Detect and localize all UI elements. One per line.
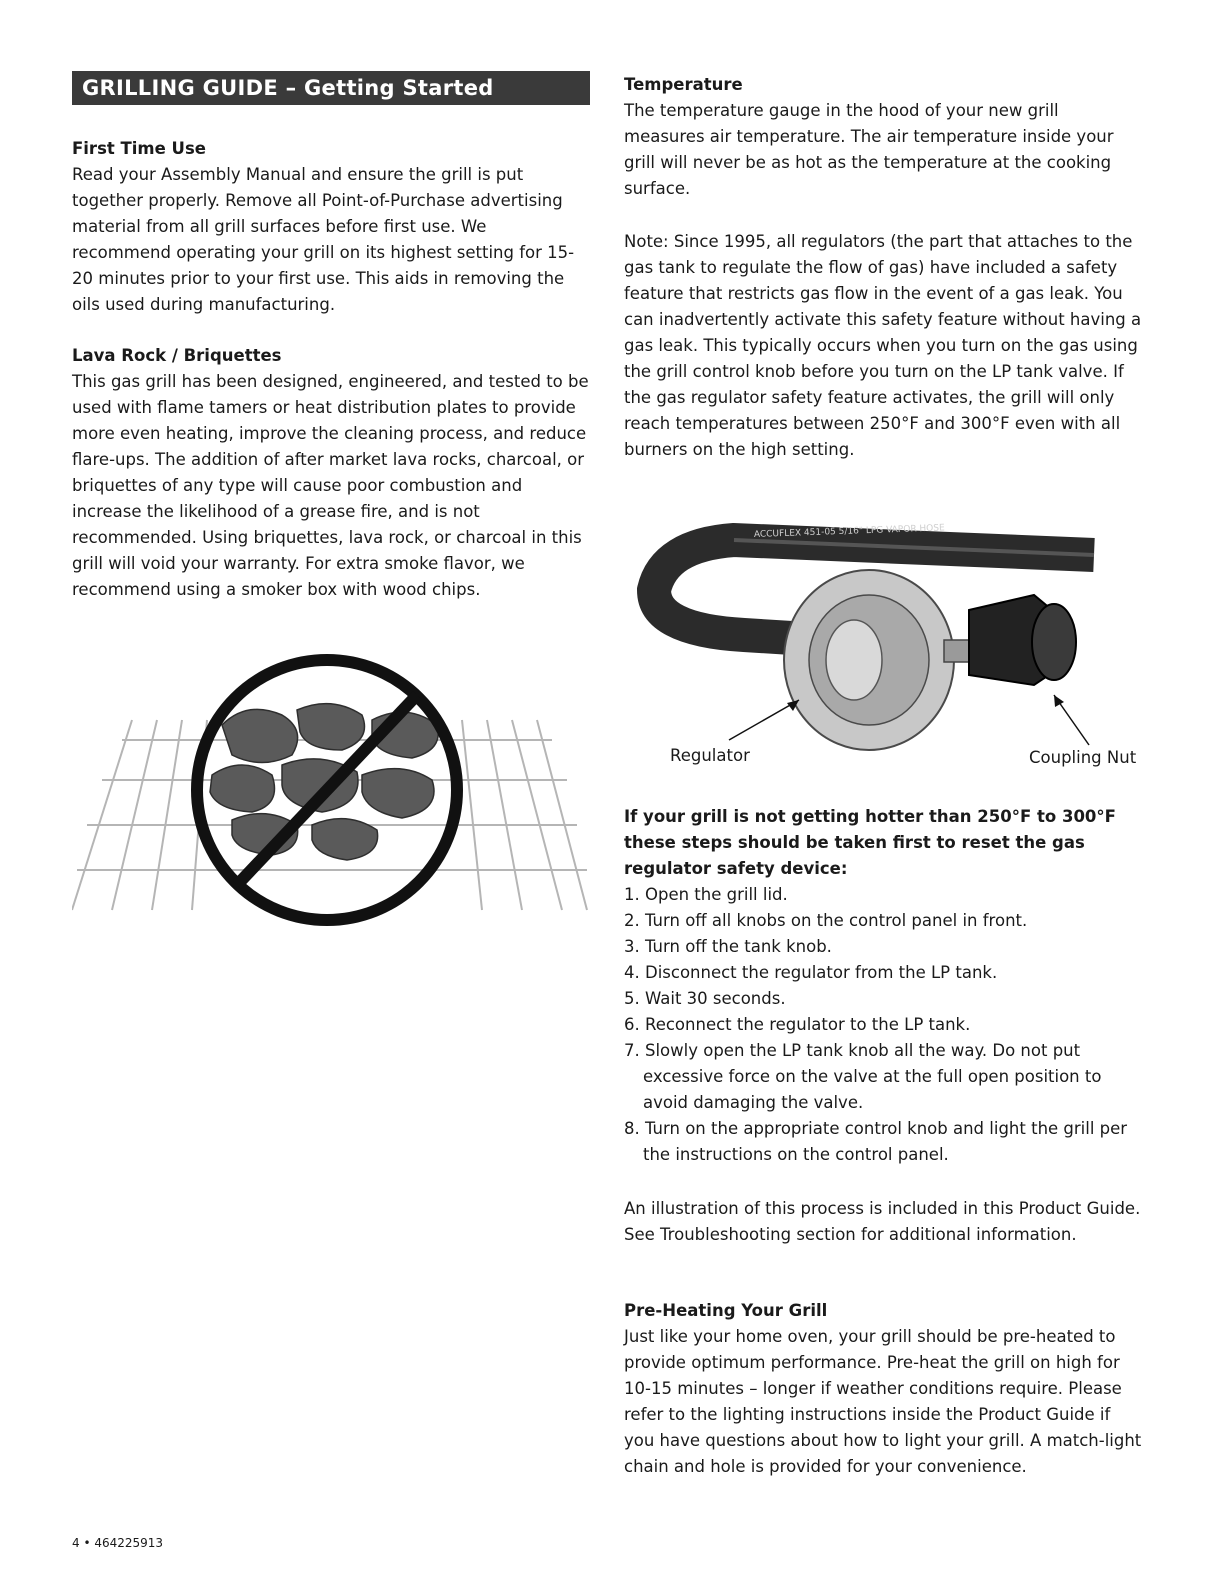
illustration-reference <box>624 1196 1144 1248</box>
no-lava-rock-illustration <box>72 640 590 950</box>
temperature-heading: Temperature <box>624 75 743 94</box>
preheating-section <box>624 1298 1144 1480</box>
lava-rock-body: This gas grill has been designed, engineered, and tested to be used with flame tamers or heat distribution plates to provide more even heating, improve the cleaning process, and reduce flare-ups. The addition of after market lava rocks, charcoal, or briquettes of any type will cause poor combustion and increase the likelihood of a grease fire, and is not recommended. Using briquettes, lava rock, or charcoal in this grill will void your warranty. For extra smoke flavor, we recommend using a smoker box with wood chips. <box>72 372 589 599</box>
first-time-use-heading: First Time Use <box>72 139 206 158</box>
reset-step: 7. Slowly open the LP tank knob all the way. Do not put excessive force on the valve at the full open position to avoid damaging the valve. <box>624 1041 1102 1112</box>
reset-step: 8. Turn on the appropriate control knob and light the grill per the instructions on the control panel. <box>624 1119 1128 1164</box>
reset-step: 5. Wait 30 seconds. <box>624 989 786 1008</box>
temperature-note <box>624 229 1144 463</box>
first-time-use-body: Read your Assembly Manual and ensure the grill is put together properly. Remove all Point-of-Purchase advertising material from all grill surfaces before first use. We recommend operating your grill on its highest setting for 15-20 minutes prior to your first use. This aids in removing the oils used during manufacturing. <box>72 165 575 314</box>
reset-heading: If your grill is not getting hotter than 250°F to 300°F these steps should be taken first to reset the gas regulator safety device: <box>624 807 1116 878</box>
reset-step: 6. Reconnect the regulator to the LP tank. <box>624 1015 971 1034</box>
regulator-label: Regulator <box>670 746 750 765</box>
first-time-use-section <box>72 136 590 318</box>
section-banner: GRILLING GUIDE – Getting Started <box>72 71 590 105</box>
preheating-body: Just like your home oven, your grill should be pre-heated to provide optimum performance. Pre-heat the grill on high for 10-15 minutes – longer if weather conditions require. Please refer to the lighting instructions inside the Product Guide if you have questions about how to light your grill. A match-light chain and hole is provided for your convenience. <box>624 1327 1142 1476</box>
page-footer: 4 • 464225913 <box>72 1536 164 1550</box>
illustration-reference-text: An illustration of this process is included in this Product Guide. See Troubleshooting section for additional information. <box>624 1199 1141 1244</box>
temperature-body: The temperature gauge in the hood of your new grill measures air temperature. The air temperature inside your grill will never be as hot as the temperature at the cooking surface. <box>624 101 1114 198</box>
hose-print: ACCUFLEX 451-05 5/16" LPG VAPOR HOSE <box>753 523 945 540</box>
reset-steps-list <box>624 882 1144 1168</box>
temperature-section <box>624 72 1144 202</box>
lava-rock-heading: Lava Rock / Briquettes <box>72 346 282 365</box>
regulator-graphic <box>624 500 1144 775</box>
reset-step: 3. Turn off the tank knob. <box>624 937 832 956</box>
preheating-heading: Pre-Heating Your Grill <box>624 1301 828 1320</box>
reset-section <box>624 804 1144 1168</box>
reset-step: 1. Open the grill lid. <box>624 885 788 904</box>
coupling-nut-label: Coupling Nut <box>1029 748 1137 767</box>
reset-step: 2. Turn off all knobs on the control panel in front. <box>624 911 1028 930</box>
reset-step: 4. Disconnect the regulator from the LP tank. <box>624 963 998 982</box>
regulator-figure <box>624 500 1144 775</box>
no-lava-rock-graphic <box>72 640 590 950</box>
temperature-note-text: Note: Since 1995, all regulators (the part that attaches to the gas tank to regulate the flow of gas) have included a safety feature that restricts gas flow in the event of a gas leak. You can inadvertently activate this safety feature without having a gas leak. This typically occurs when you turn on the gas using the grill control knob before you turn on the LP tank valve. If the gas regulator safety feature activates, the grill will only reach temperatures between 250°F and 300°F even with all burners on the high setting. <box>624 232 1142 459</box>
lava-rock-section <box>72 343 590 603</box>
